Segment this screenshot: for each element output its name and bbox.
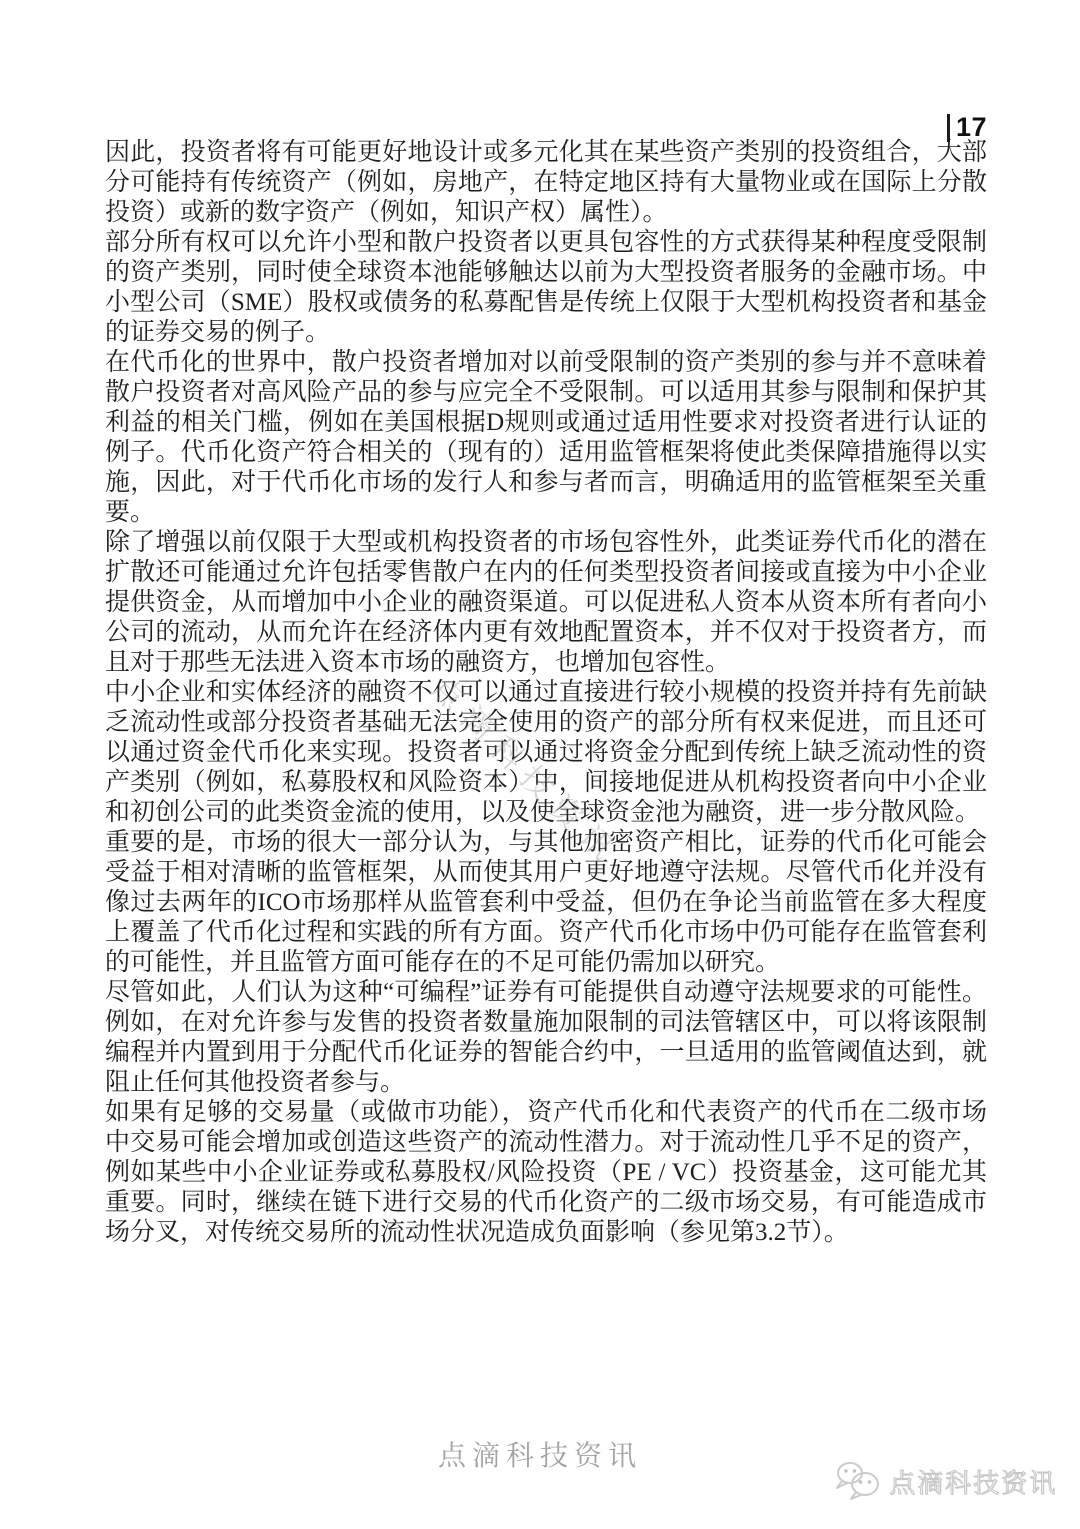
paragraph: 重要的是，市场的很大一部分认为，与其他加密资产相比，证券的代币化可能会受益于相对清晰的监管框架，从而使其用户更好地遵守法规。尽管代币化并没有像过去两年的ICO市场那样从监管套利中受益，但仍在争论当前监管在多大程度上覆盖了代币化过程和实践的所有方面。资产代币化市场中仍可能存在监管套利的可能性，并且监管方面可能存在的不足可能仍需加以研究。 bbox=[105, 829, 987, 976]
brand-footer bbox=[834, 1460, 1057, 1502]
paragraph: 如果有足够的交易量（或做市功能），资产代币化和代表资产的代币在二级市场中交易可能会增加或创造这些资产的流动性潜力。对于流动性几乎不足的资产，例如某些中小企业证券或私募股权/风险投资（PE / VC）投资基金，这可能尤其重要。同时，继续在链下进行交易的代币化资产的二级市场交易，有可能造成市场分叉，对传统交易所的流动性状况造成负面影响（参见第3.2节）。 bbox=[105, 1099, 987, 1246]
paragraph: 除了增强以前仅限于大型或机构投资者的市场包容性外，此类证券代币化的潜在扩散还可能通过允许包括零售散户在内的任何类型投资者间接或直接为中小企业提供资金，从而增加中小企业的融资渠道。可以促进私人资本从资本所有者向小公司的流动，从而允许在经济体内更有效地配置资本，并不仅对于投资者方，而且对于那些无法进入资本市场的融资方，也增加包容性。 bbox=[105, 529, 987, 676]
paragraph: 在代币化的世界中，散户投资者增加对以前受限制的资产类别的参与并不意味着散户投资者对高风险产品的参与应完全不受限制。可以适用其参与限制和保护其利益的相关门槛，例如在美国根据D规则或通过适用性要求对投资者进行认证的例子。代币化资产符合相关的（现有的）适用监管框架将使此类保障措施得以实施，因此，对于代币化市场的发行人和参与者而言，明确适用的监管框架至关重要。 bbox=[105, 349, 987, 526]
wechat-chat-bubbles-icon bbox=[834, 1460, 884, 1502]
footer-watermark-text: 点滴科技资讯 bbox=[437, 1441, 642, 1472]
brand-name: 点滴科技资讯 bbox=[889, 1468, 1058, 1498]
body-text bbox=[105, 138, 987, 1248]
paragraph: 尽管如此，人们认为这种“可编程”证券有可能提供自动遵守法规要求的可能性。例如，在对允许参与发售的投资者数量施加限制的司法管辖区中，可以将该限制编程并内置到用于分配代币化证券的智能合约中，一旦适用的监管阈值达到，就阻止任何其他投资者参与。 bbox=[105, 979, 987, 1096]
page-number-value: 17 bbox=[955, 112, 987, 142]
diagonal-watermark-text: 点滴科技资讯 bbox=[423, 669, 628, 874]
paragraph: 因此，投资者将有可能更好地设计或多元化其在某些资产类别的投资组合，大部分可能持有传统资产（例如，房地产，在特定地区持有大量物业或在国际上分散投资）或新的数字资产（例如，知识产权）属性）。 bbox=[105, 139, 987, 226]
paragraph: 部分所有权可以允许小型和散户投资者以更具包容性的方式获得某种程度受限制的资产类别，同时使全球资本池能够触达以前为大型投资者服务的金融市场。中小型公司（SME）股权或债务的私募配售是传统上仅限于大型机构投资者和基金的证券交易的例子。 bbox=[105, 229, 987, 346]
paragraph: 中小企业和实体经济的融资不仅可以通过直接进行较小规模的投资并持有先前缺乏流动性或部分投资者基础无法完全使用的资产的部分所有权来促进，而且还可以通过资金代币化来实现。投资者可以通过将资金分配到传统上缺乏流动性的资产类别（例如，私募股权和风险资本）中，间接地促进从机构投资者向中小企业和初创公司的此类资金流的使用，以及使全球资金池为融资，进一步分散风险。 bbox=[105, 679, 987, 826]
